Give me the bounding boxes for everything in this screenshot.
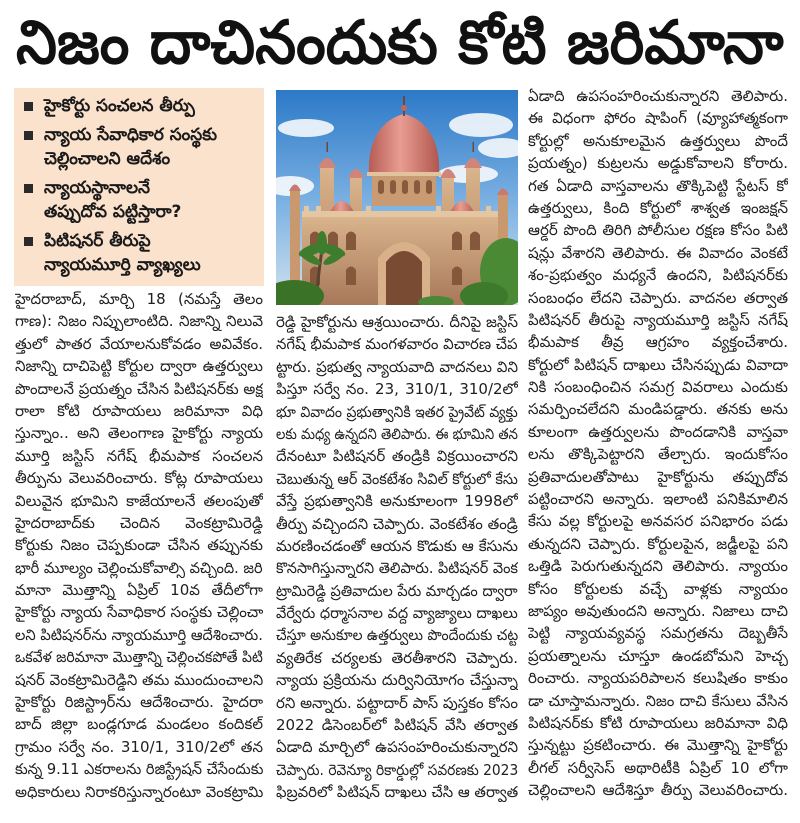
article-text-line: వ్యతిరేక చర్యలకు తెరతీశారని చెప్పారు. [276, 648, 518, 667]
highlight-text-line: తప్పుదోవ పట్టిస్తారా? [44, 202, 182, 222]
article-text-line: నిజాన్ని దాచిపెట్టి కోర్టుల ద్వారా ఉత్తర్వులు [15, 357, 263, 376]
square-bullet-icon [24, 184, 33, 193]
article-text-line: పిస్తూ సర్వే నం. 23, 310/1, 310/2లో [276, 380, 518, 399]
article-text-line: ఫిబ్రవరిలో పిటిషన్ దాఖలు చేసి ఆ తర్వాత [276, 783, 518, 802]
article-text-line: హైదరాబాద్, మార్చి 18 (నమస్తే తెలం [15, 290, 263, 308]
highlight-item [22, 94, 258, 118]
highlight-text-line: న్యాయస్థానాలనే [44, 178, 150, 198]
article-text-line: బాద్ జిల్లా బండ్లగూడ మండలం కందికల్ [15, 715, 263, 734]
article-text-line: కొనసాగిస్తున్నారని తెలిపారు. పిటిషనర్ వెంక [276, 559, 518, 578]
article-text-line: ప్రయత్నం) కుట్రలను అడ్డుకోవాలని కోరారు. [528, 154, 788, 173]
article-text-line: నికి సంబంధించిన సమగ్ర వివరాలు ఎందుకు [528, 378, 788, 397]
article-text-line: వేర్వేరు ధర్మాసనాల వద్ద వ్యాజ్యాలు దాఖలు [276, 604, 518, 623]
highlight-text-line: న్యాయ సేవాధికార సంస్థకు [44, 125, 217, 145]
highlight-item [22, 123, 258, 171]
square-bullet-icon [24, 237, 33, 246]
article-text-line: భీమపాక తీవ్ర ఆగ్రహం వ్యక్తంచేశారు. [528, 333, 788, 352]
article-text-line: రించారు. న్యాయపరిపాలన కలుషితం కాకుం [528, 669, 788, 688]
article-text-line: పట్టించారని అన్నారు. ఇలాంటి పనికిమాలిన [528, 490, 788, 509]
article-text-line: నగేష్ భీమపాక మంగళవారం విచారణ చేప [276, 335, 518, 354]
article-text-line: స్తున్నాం.. అని తెలంగాణ హైకోర్టు న్యాయ [15, 424, 263, 443]
article-text-line: షనర్ వెంకట్రామిరెడ్డిని తమ ముందుంచాలని [15, 670, 263, 689]
headline-text: నిజం దాచినందుకు కోటి జరిమానా [16, 8, 784, 78]
article-text-line: లకు మధ్య ఉన్నదని తెలిపారు. ఈ భూమిని తన [276, 424, 518, 443]
article-text-line: 2022 డిసెంబర్‌లో పిటిషన్ వేసి తర్వాత [276, 716, 518, 735]
article-text-line: కూలంగా ఉత్తర్వులను పొందడానికి వాస్తవా [528, 422, 788, 441]
article-text-line: ట్టారు. ప్రభుత్వ న్యాయవాది వాదనలు విని [276, 357, 518, 376]
article-text-line: రని అన్నారు. పట్టాదార్ పాస్ పుస్తకం కోసం [276, 693, 518, 712]
article-text-line: శం-ప్రభుత్వం మధ్యనే ఉందని, పిటిషనర్‌కు [528, 266, 788, 285]
article-text-line: సమర్పించలేదని మండిపడ్డారు. తనకు అను [528, 400, 788, 419]
article-text-line: ఏడాది మార్చిలో ఉపసంహరించుకున్నారని [276, 738, 518, 757]
article-text-line: పొందాలనే ప్రయత్నం చేసిన పిటిషనర్‌కు అక్ష [15, 379, 263, 398]
article-text-line: ఒకవేళ జరిమానా మొత్తాన్ని చెల్లించకపోతే పిటి [15, 648, 263, 667]
article-text-line: కేసు వల్ల కోర్టులపై అనవసర పనిభారం పడు [528, 512, 788, 531]
article-text-line: మరణించడంతో ఆయన కొడుకు ఆ కేసును [276, 536, 518, 555]
highlight-text-line: హైకోర్టు సంచలన తీర్పు [44, 96, 195, 116]
highlight-text-line: చెల్లించాలని ఆదేశం [44, 149, 171, 169]
highlights-box [14, 88, 264, 286]
article-text-line: కున్న 9.11 ఎకరాలను రిజిస్ట్రేషన్ చేసేందుకు [15, 760, 263, 779]
article-text-line: ఈ విధంగా ఫోరం షాపింగ్ (వ్యూహాత్మకంగా [528, 109, 788, 128]
article-text-line: చెల్లించాలని ఆదేశిస్తూ తీర్పు వెలువరించారు. [528, 781, 788, 800]
square-bullet-icon [24, 102, 33, 111]
article-text-line: షన్లు వేశారని తెలిపారు. ఈ వివాదం వెంకటే [528, 243, 788, 262]
article-text-line: ట్రామిరెడ్డి ప్రతివాదుల పేరు మార్చడం ద్వారా [276, 581, 518, 600]
article-text-line: మానా మొత్తాన్ని ఏప్రిల్ 10వ తేదీలోగా [15, 581, 263, 600]
article-text-line: స్తున్నట్టు ప్రకటించారు. ఈ మొత్తాన్ని హైకోర్టు [528, 736, 788, 755]
article-text-line: కోసం కోర్టులకు వచ్చే వాళ్లకు న్యాయం [528, 579, 788, 598]
article-text-line: హైకోర్టు న్యాయ సేవాధికార సంస్థకు చెల్లించా [15, 603, 263, 622]
article-text-line: గ్రామం సర్వే నం. 310/1, 310/2లో తన [15, 737, 263, 756]
article-text-line: న్యాయ ప్రక్రియను దుర్వినియోగం చేస్తున్నా [276, 671, 518, 690]
article-text-line: విలువైన భూమిని కాజేయాలనే తలంపుతో [15, 491, 263, 510]
article-text-line: హైదరాబాద్‌కు చెందిన వెంకట్రామిరెడ్డి [15, 513, 263, 532]
article-text-line: దేనంటూ పిటిషనర్ తండ్రికి విక్రయించారని [276, 447, 518, 466]
article-column-left [15, 288, 263, 808]
article-text-line: కోర్టుల్లో అనుకూలమైన ఉత్తర్వులు పొందే [528, 131, 788, 150]
article-text-line: లని పిటిషనర్‌ను న్యాయమూర్తి ఆదేశించారు. [15, 625, 263, 644]
article-text-line: పిటిషనర్‌కు కోటి రూపాయలు జరిమానా విధి [528, 713, 788, 732]
article-text-line: లీగల్ సర్వీసెస్ అథారిటీకి ఏప్రిల్ 10 లోగా [528, 758, 788, 777]
article-text-line: త్తులో పాతర వేయాలనుకోవడం అవివేకం. [15, 334, 263, 353]
article-text-line: పెట్టి న్యాయవ్యవస్థ సమగ్రతను దెబ్బతీసే [528, 624, 788, 643]
article-text-line: గాణ): నిజం నిప్పులాంటిది. నిజాన్ని నిలువె [15, 312, 263, 331]
square-bullet-icon [24, 131, 33, 140]
article-text-line: మూర్తి జస్టిస్ నగేష్ భీమపాక సంచలన [15, 446, 263, 465]
article-text-line: వేస్తే ప్రభుత్వానికి అనుకూలంగా 1998లో [276, 492, 518, 511]
highlight-item [22, 176, 258, 224]
article-text-line: తీర్పు వచ్చిందని చెప్పారు. వెంకటేశం తండ్రి [276, 514, 518, 533]
article-text-line: చెబుతున్న ఆర్ వెంకటేశం సివిల్ కోర్టులో కేసు [276, 469, 518, 488]
highlight-item [22, 229, 258, 277]
article-column-right [528, 85, 788, 805]
article-text-line: కోర్టుకు నిజం చెప్పకుండా చేసిన తప్పునకు [15, 536, 263, 555]
article-text-line: లను తొక్కిపెట్టారని తేల్చారు. ఇందుకోసం [528, 445, 788, 464]
article-text-line: అధికారులు నిరాకరిస్తున్నారంటూ వెంకట్రామి [15, 782, 263, 801]
article-text-line: తున్నదని చెప్పారు. కోర్టులపైన, జడ్జీలపై పని [528, 534, 788, 553]
article-text-line: చేస్తూ అనుకూల ఉత్తర్వులు పొందేందుకు చట్ట [276, 626, 518, 645]
article-text-line: సంబంధం లేదని చెప్పారు. వాదనల తర్వాత [528, 288, 788, 307]
highlight-text-line: న్యాయమూర్తి వ్యాఖ్యలు [44, 255, 201, 275]
article-text-line: జాప్యం అవుతుందని అన్నారు. నిజాలు దాచి [528, 601, 788, 620]
article-text-line: డా చూస్తామన్నారు. నిజం దాచి కేసులు వేసిన [528, 691, 788, 710]
article-text-line: ఉత్తర్వులు, కింది కోర్టులో శాశ్వత ఇంజక్షన్ [528, 198, 788, 217]
headline [16, 2, 784, 84]
article-text-line: చెప్పారు. రెవెన్యూ రికార్డుల్లో సవరణకు 2023 [276, 760, 518, 779]
article-text-line: గత ఏడాది వాస్తవాలను తొక్కిపెట్టి స్టేటస్ కో [528, 176, 788, 195]
article-text-line: ఏడాది ఉపసంహరించుకున్నారని తెలిపారు. [528, 87, 788, 105]
highlight-text-line: పిటిషనర్ తీరుపై [44, 231, 151, 251]
article-text-line: ప్రతివాదులతోపాటు హైకోర్టును తప్పుదోవ [528, 467, 788, 486]
article-text-line: ఒత్తిడి పెరుగుతున్నదని తెలిపారు. న్యాయం [528, 557, 788, 576]
high-court-photo [276, 90, 518, 305]
article-text-line: ప్రయత్నాలను చూస్తూ ఉండబోమని హెచ్చ [528, 646, 788, 665]
article-text-line: ఆర్డర్ పొంది తిరిగి పోలీసుల రక్షణ కోసం పిటి [528, 221, 788, 240]
article-text-line: కోర్టులో పిటిషన్ దాఖలు చేసినప్పుడు వివాదా [528, 355, 788, 374]
article-text-line: భూ వివాదం ప్రభుత్వానికి ఇతర ప్రైవేట్ వ్యక్తు [276, 402, 518, 421]
article-text-line: భారీ మూల్యం చెల్లించుకోవాల్సి వచ్చింది. జరి [15, 558, 263, 577]
article-text-line: తీర్పును వెలువరించారు. కోట్ల రూపాయలు [15, 469, 263, 488]
article-column-middle [276, 311, 518, 807]
article-text-line: రాలా కోటి రూపాయలు జరిమానా విధి [15, 401, 263, 420]
article-text-line: పిటిషనర్ తీరుపై న్యాయమూర్తి జస్టిస్ నగేష్ [528, 310, 788, 329]
article-text-line: రెడ్డి హైకోర్టును ఆశ్రయించారు. దీనిపై జస్టిస్ [276, 313, 518, 331]
article-text-line: హైకోర్టు రిజిస్ట్రార్‌ను ఆదేశించారు. హైదరా [15, 693, 263, 712]
